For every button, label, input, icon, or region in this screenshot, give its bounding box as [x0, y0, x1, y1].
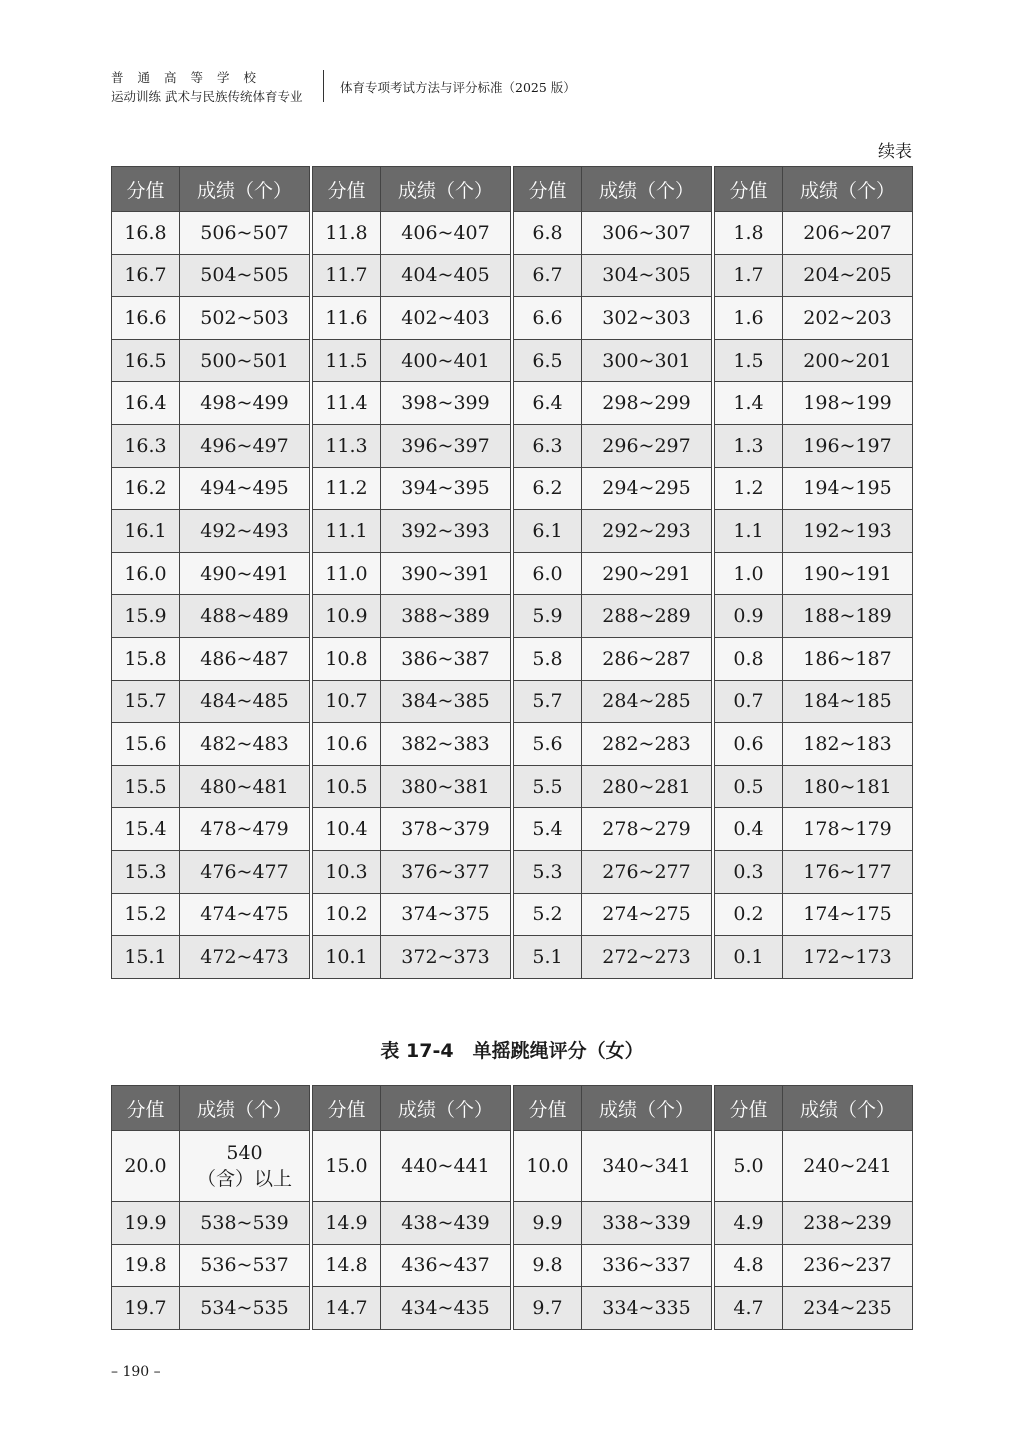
result-cell: 334~335 [582, 1287, 712, 1330]
table-row [112, 1202, 310, 1245]
table-row [715, 936, 913, 979]
table-row [715, 1287, 913, 1330]
result-cell: 302~303 [582, 297, 712, 340]
result-cell: 202~203 [783, 297, 913, 340]
table-row [514, 936, 712, 979]
table-row [313, 1287, 511, 1330]
table-row [112, 297, 310, 340]
header-result: 成绩（个） [582, 167, 712, 212]
table-row [715, 1244, 913, 1287]
result-cell: 196~197 [783, 424, 913, 467]
score-cell: 11.7 [313, 254, 381, 297]
result-cell: 502~503 [180, 297, 310, 340]
result-cell: 380~381 [381, 765, 511, 808]
score-cell: 10.7 [313, 680, 381, 723]
score-cell: 14.9 [313, 1202, 381, 1245]
result-cell: 402~403 [381, 297, 511, 340]
result-cell: 298~299 [582, 382, 712, 425]
score-cell: 16.1 [112, 510, 180, 553]
result-cell: 496~497 [180, 424, 310, 467]
result-cell: 372~373 [381, 936, 511, 979]
table-row [112, 936, 310, 979]
score-subtable [312, 166, 511, 979]
score-cell: 10.2 [313, 893, 381, 936]
score-cell: 6.3 [514, 424, 582, 467]
result-cell: 238~239 [783, 1202, 913, 1245]
continued-label: 续表 [878, 142, 912, 162]
table-row [514, 595, 712, 638]
score-cell: 0.1 [715, 936, 783, 979]
score-cell: 1.0 [715, 552, 783, 595]
result-cell: 336~337 [582, 1244, 712, 1287]
result-cell: 482~483 [180, 723, 310, 766]
table-row [313, 808, 511, 851]
score-cell: 9.8 [514, 1244, 582, 1287]
table-row [715, 212, 913, 255]
table-row [313, 424, 511, 467]
table-row [112, 424, 310, 467]
table-row [313, 297, 511, 340]
result-cell: 534~535 [180, 1287, 310, 1330]
result-cell: 438~439 [381, 1202, 511, 1245]
table-row [715, 850, 913, 893]
result-cell: 386~387 [381, 637, 511, 680]
score-cell: 11.2 [313, 467, 381, 510]
result-cell: 474~475 [180, 893, 310, 936]
result-cell: 486~487 [180, 637, 310, 680]
result-cell: 388~389 [381, 595, 511, 638]
table-row [715, 1202, 913, 1245]
score-cell: 0.3 [715, 850, 783, 893]
table-row [112, 382, 310, 425]
table-row [514, 637, 712, 680]
table-row [715, 595, 913, 638]
score-cell: 1.6 [715, 297, 783, 340]
score-cell: 11.3 [313, 424, 381, 467]
score-cell: 0.2 [715, 893, 783, 936]
table-row [715, 552, 913, 595]
score-cell: 10.3 [313, 850, 381, 893]
result-cell: 394~395 [381, 467, 511, 510]
score-cell: 10.8 [313, 637, 381, 680]
table-row [514, 850, 712, 893]
result-cell: 500~501 [180, 339, 310, 382]
result-cell: 200~201 [783, 339, 913, 382]
score-cell: 5.3 [514, 850, 582, 893]
score-cell: 0.9 [715, 595, 783, 638]
header-score: 分值 [313, 167, 381, 212]
table-row [313, 765, 511, 808]
header-result: 成绩（个） [783, 1086, 913, 1131]
result-cell: 284~285 [582, 680, 712, 723]
result-cell: 180~181 [783, 765, 913, 808]
table-row [514, 1131, 712, 1202]
result-cell: 440~441 [381, 1131, 511, 1202]
result-cell: 476~477 [180, 850, 310, 893]
result-cell: 492~493 [180, 510, 310, 553]
table-row [514, 765, 712, 808]
score-cell: 0.4 [715, 808, 783, 851]
page-number: – 190 – [111, 1364, 161, 1380]
score-cell: 15.9 [112, 595, 180, 638]
header-result: 成绩（个） [381, 167, 511, 212]
score-cell: 19.8 [112, 1244, 180, 1287]
result-cell: 398~399 [381, 382, 511, 425]
table-row [313, 510, 511, 553]
result-cell: 472~473 [180, 936, 310, 979]
header-score: 分值 [715, 167, 783, 212]
result-cell: 406~407 [381, 212, 511, 255]
result-cell: 198~199 [783, 382, 913, 425]
table-row [313, 936, 511, 979]
score-cell: 5.1 [514, 936, 582, 979]
result-cell: 204~205 [783, 254, 913, 297]
table-row [715, 1131, 913, 1202]
score-cell: 11.4 [313, 382, 381, 425]
table-row [514, 339, 712, 382]
result-cell: 192~193 [783, 510, 913, 553]
table-row [313, 1244, 511, 1287]
header-score: 分值 [112, 167, 180, 212]
table-row [514, 254, 712, 297]
table-row [112, 595, 310, 638]
table-row [514, 510, 712, 553]
score-cell: 9.9 [514, 1202, 582, 1245]
table-row [112, 339, 310, 382]
result-cell: 290~291 [582, 552, 712, 595]
running-header-right: 体育专项考试方法与评分标准（2025 版） [340, 80, 576, 95]
score-cell: 0.7 [715, 680, 783, 723]
table-row [313, 339, 511, 382]
result-cell: 294~295 [582, 467, 712, 510]
table-row [112, 510, 310, 553]
result-cell: 288~289 [582, 595, 712, 638]
result-cell: 374~375 [381, 893, 511, 936]
header-score: 分值 [112, 1086, 180, 1131]
score-cell: 5.8 [514, 637, 582, 680]
table-row [715, 893, 913, 936]
score-cell: 16.7 [112, 254, 180, 297]
result-cell: 172~173 [783, 936, 913, 979]
score-cell: 16.8 [112, 212, 180, 255]
result-cell: 340~341 [582, 1131, 712, 1202]
score-cell: 15.0 [313, 1131, 381, 1202]
score-cell: 10.6 [313, 723, 381, 766]
score-cell: 15.4 [112, 808, 180, 851]
score-cell: 10.4 [313, 808, 381, 851]
table-row [514, 212, 712, 255]
result-cell: 186~187 [783, 637, 913, 680]
result-cell: 538~539 [180, 1202, 310, 1245]
table-row [112, 680, 310, 723]
table-row [313, 1202, 511, 1245]
table-row [112, 552, 310, 595]
score-cell: 5.6 [514, 723, 582, 766]
score-cell: 0.6 [715, 723, 783, 766]
result-cell: 236~237 [783, 1244, 913, 1287]
table-row [112, 1131, 310, 1202]
header-result: 成绩（个） [180, 167, 310, 212]
table-row [112, 212, 310, 255]
result-cell: 396~397 [381, 424, 511, 467]
table-row [112, 1244, 310, 1287]
result-cell: 304~305 [582, 254, 712, 297]
result-cell: 178~179 [783, 808, 913, 851]
score-cell: 10.0 [514, 1131, 582, 1202]
table-row [514, 1287, 712, 1330]
score-cell: 15.7 [112, 680, 180, 723]
result-cell: 498~499 [180, 382, 310, 425]
table-row [313, 637, 511, 680]
table-row [112, 637, 310, 680]
score-cell: 19.7 [112, 1287, 180, 1330]
score-cell: 1.1 [715, 510, 783, 553]
score-cell: 11.5 [313, 339, 381, 382]
score-subtable [111, 166, 310, 979]
table-row [715, 765, 913, 808]
header-line-2: 运动训练 武术与民族传统体育专业 [111, 89, 303, 104]
table-row [112, 723, 310, 766]
score-cell: 15.5 [112, 765, 180, 808]
result-cell: 300~301 [582, 339, 712, 382]
score-cell: 5.2 [514, 893, 582, 936]
score-cell: 4.9 [715, 1202, 783, 1245]
header-score: 分值 [514, 167, 582, 212]
table-row [514, 1202, 712, 1245]
score-cell: 16.0 [112, 552, 180, 595]
score-cell: 20.0 [112, 1131, 180, 1202]
score-cell: 4.7 [715, 1287, 783, 1330]
table-row [715, 637, 913, 680]
table-row [715, 723, 913, 766]
score-cell: 6.8 [514, 212, 582, 255]
header-divider [323, 70, 324, 102]
table-row [313, 552, 511, 595]
score-subtable [312, 1085, 511, 1330]
header-score: 分值 [514, 1086, 582, 1131]
table-row [514, 680, 712, 723]
result-cell: 188~189 [783, 595, 913, 638]
table-row [112, 467, 310, 510]
score-subtable [111, 1085, 310, 1330]
header-result: 成绩（个） [582, 1086, 712, 1131]
result-cell: 286~287 [582, 637, 712, 680]
score-cell: 4.8 [715, 1244, 783, 1287]
table-row [514, 467, 712, 510]
table-row [313, 1131, 511, 1202]
score-subtable [714, 166, 913, 979]
score-cell: 5.9 [514, 595, 582, 638]
score-subtable [714, 1085, 913, 1330]
table-row [715, 254, 913, 297]
table-row [313, 850, 511, 893]
result-cell: 504~505 [180, 254, 310, 297]
result-cell: 378~379 [381, 808, 511, 851]
table-row [715, 339, 913, 382]
score-cell: 10.9 [313, 595, 381, 638]
table-row [715, 297, 913, 340]
result-cell: 484~485 [180, 680, 310, 723]
header-result: 成绩（个） [381, 1086, 511, 1131]
score-cell: 1.2 [715, 467, 783, 510]
score-cell: 6.7 [514, 254, 582, 297]
score-table-lower [111, 1085, 913, 1330]
result-cell: 174~175 [783, 893, 913, 936]
score-cell: 16.6 [112, 297, 180, 340]
result-cell: 392~393 [381, 510, 511, 553]
score-cell: 19.9 [112, 1202, 180, 1245]
score-cell: 6.6 [514, 297, 582, 340]
score-cell: 16.4 [112, 382, 180, 425]
result-cell: 206~207 [783, 212, 913, 255]
table-row [313, 893, 511, 936]
table-row [514, 723, 712, 766]
result-cell: 306~307 [582, 212, 712, 255]
table-row [313, 254, 511, 297]
result-cell: 292~293 [582, 510, 712, 553]
score-cell: 11.1 [313, 510, 381, 553]
score-cell: 5.5 [514, 765, 582, 808]
score-cell: 1.5 [715, 339, 783, 382]
header-result: 成绩（个） [180, 1086, 310, 1131]
score-subtable [513, 1085, 712, 1330]
result-cell: 478~479 [180, 808, 310, 851]
result-cell: 480~481 [180, 765, 310, 808]
result-cell: 382~383 [381, 723, 511, 766]
result-cell: 278~279 [582, 808, 712, 851]
running-header-left [111, 68, 302, 106]
header-score: 分值 [715, 1086, 783, 1131]
score-cell: 15.1 [112, 936, 180, 979]
table-row [715, 467, 913, 510]
score-cell: 15.2 [112, 893, 180, 936]
table-row [715, 424, 913, 467]
result-cell: 338~339 [582, 1202, 712, 1245]
header-score: 分值 [313, 1086, 381, 1131]
result-cell: 296~297 [582, 424, 712, 467]
result-cell: 176~177 [783, 850, 913, 893]
table-row [112, 808, 310, 851]
table-row [514, 424, 712, 467]
header-line-1: 普通高等学校 [111, 70, 271, 85]
score-cell: 15.3 [112, 850, 180, 893]
score-cell: 6.1 [514, 510, 582, 553]
result-cell: 240~241 [783, 1131, 913, 1202]
table-row [313, 595, 511, 638]
score-cell: 16.5 [112, 339, 180, 382]
table-row [514, 893, 712, 936]
score-cell: 6.4 [514, 382, 582, 425]
score-cell: 16.3 [112, 424, 180, 467]
result-cell: 536~537 [180, 1244, 310, 1287]
result-cell: 404~405 [381, 254, 511, 297]
score-cell: 11.8 [313, 212, 381, 255]
score-cell: 5.0 [715, 1131, 783, 1202]
score-cell: 16.2 [112, 467, 180, 510]
score-subtable [513, 166, 712, 979]
table-row [313, 467, 511, 510]
result-cell: 272~273 [582, 936, 712, 979]
score-cell: 0.5 [715, 765, 783, 808]
score-cell: 15.8 [112, 637, 180, 680]
table-row [313, 382, 511, 425]
result-cell: 494~495 [180, 467, 310, 510]
table-row [112, 765, 310, 808]
table-title: 表 17-4 单摇跳绳评分（女） [380, 1040, 644, 1062]
result-cell: 274~275 [582, 893, 712, 936]
table-row [715, 680, 913, 723]
result-cell: 384~385 [381, 680, 511, 723]
score-cell: 10.5 [313, 765, 381, 808]
result-cell: 436~437 [381, 1244, 511, 1287]
score-cell: 11.0 [313, 552, 381, 595]
result-cell: 400~401 [381, 339, 511, 382]
result-cell: 282~283 [582, 723, 712, 766]
result-cell: 376~377 [381, 850, 511, 893]
score-cell: 1.7 [715, 254, 783, 297]
result-cell: 490~491 [180, 552, 310, 595]
table-row [514, 297, 712, 340]
score-cell: 6.5 [514, 339, 582, 382]
score-cell: 0.8 [715, 637, 783, 680]
score-cell: 6.0 [514, 552, 582, 595]
table-row [514, 552, 712, 595]
score-cell: 10.1 [313, 936, 381, 979]
result-cell: 190~191 [783, 552, 913, 595]
score-cell: 6.2 [514, 467, 582, 510]
table-row [514, 808, 712, 851]
table-row [313, 212, 511, 255]
score-cell: 11.6 [313, 297, 381, 340]
result-cell: 488~489 [180, 595, 310, 638]
result-cell: 276~277 [582, 850, 712, 893]
result-cell: 184~185 [783, 680, 913, 723]
table-row [112, 850, 310, 893]
score-cell: 14.8 [313, 1244, 381, 1287]
score-cell: 14.7 [313, 1287, 381, 1330]
score-cell: 1.4 [715, 382, 783, 425]
table-row [112, 254, 310, 297]
table-row [514, 1244, 712, 1287]
table-row [715, 382, 913, 425]
table-row [313, 723, 511, 766]
header-result: 成绩（个） [783, 167, 913, 212]
table-row [112, 893, 310, 936]
score-cell: 1.8 [715, 212, 783, 255]
result-cell: 280~281 [582, 765, 712, 808]
score-cell: 9.7 [514, 1287, 582, 1330]
score-table-upper [111, 166, 913, 979]
table-row [715, 808, 913, 851]
result-cell: 540 （含）以上 [180, 1131, 310, 1202]
score-cell: 5.4 [514, 808, 582, 851]
result-cell: 194~195 [783, 467, 913, 510]
result-cell: 434~435 [381, 1287, 511, 1330]
result-cell: 234~235 [783, 1287, 913, 1330]
result-cell: 390~391 [381, 552, 511, 595]
score-cell: 1.3 [715, 424, 783, 467]
result-cell: 182~183 [783, 723, 913, 766]
table-row [715, 510, 913, 553]
score-cell: 15.6 [112, 723, 180, 766]
table-row [514, 382, 712, 425]
table-row [313, 680, 511, 723]
result-cell: 506~507 [180, 212, 310, 255]
table-row [112, 1287, 310, 1330]
score-cell: 5.7 [514, 680, 582, 723]
